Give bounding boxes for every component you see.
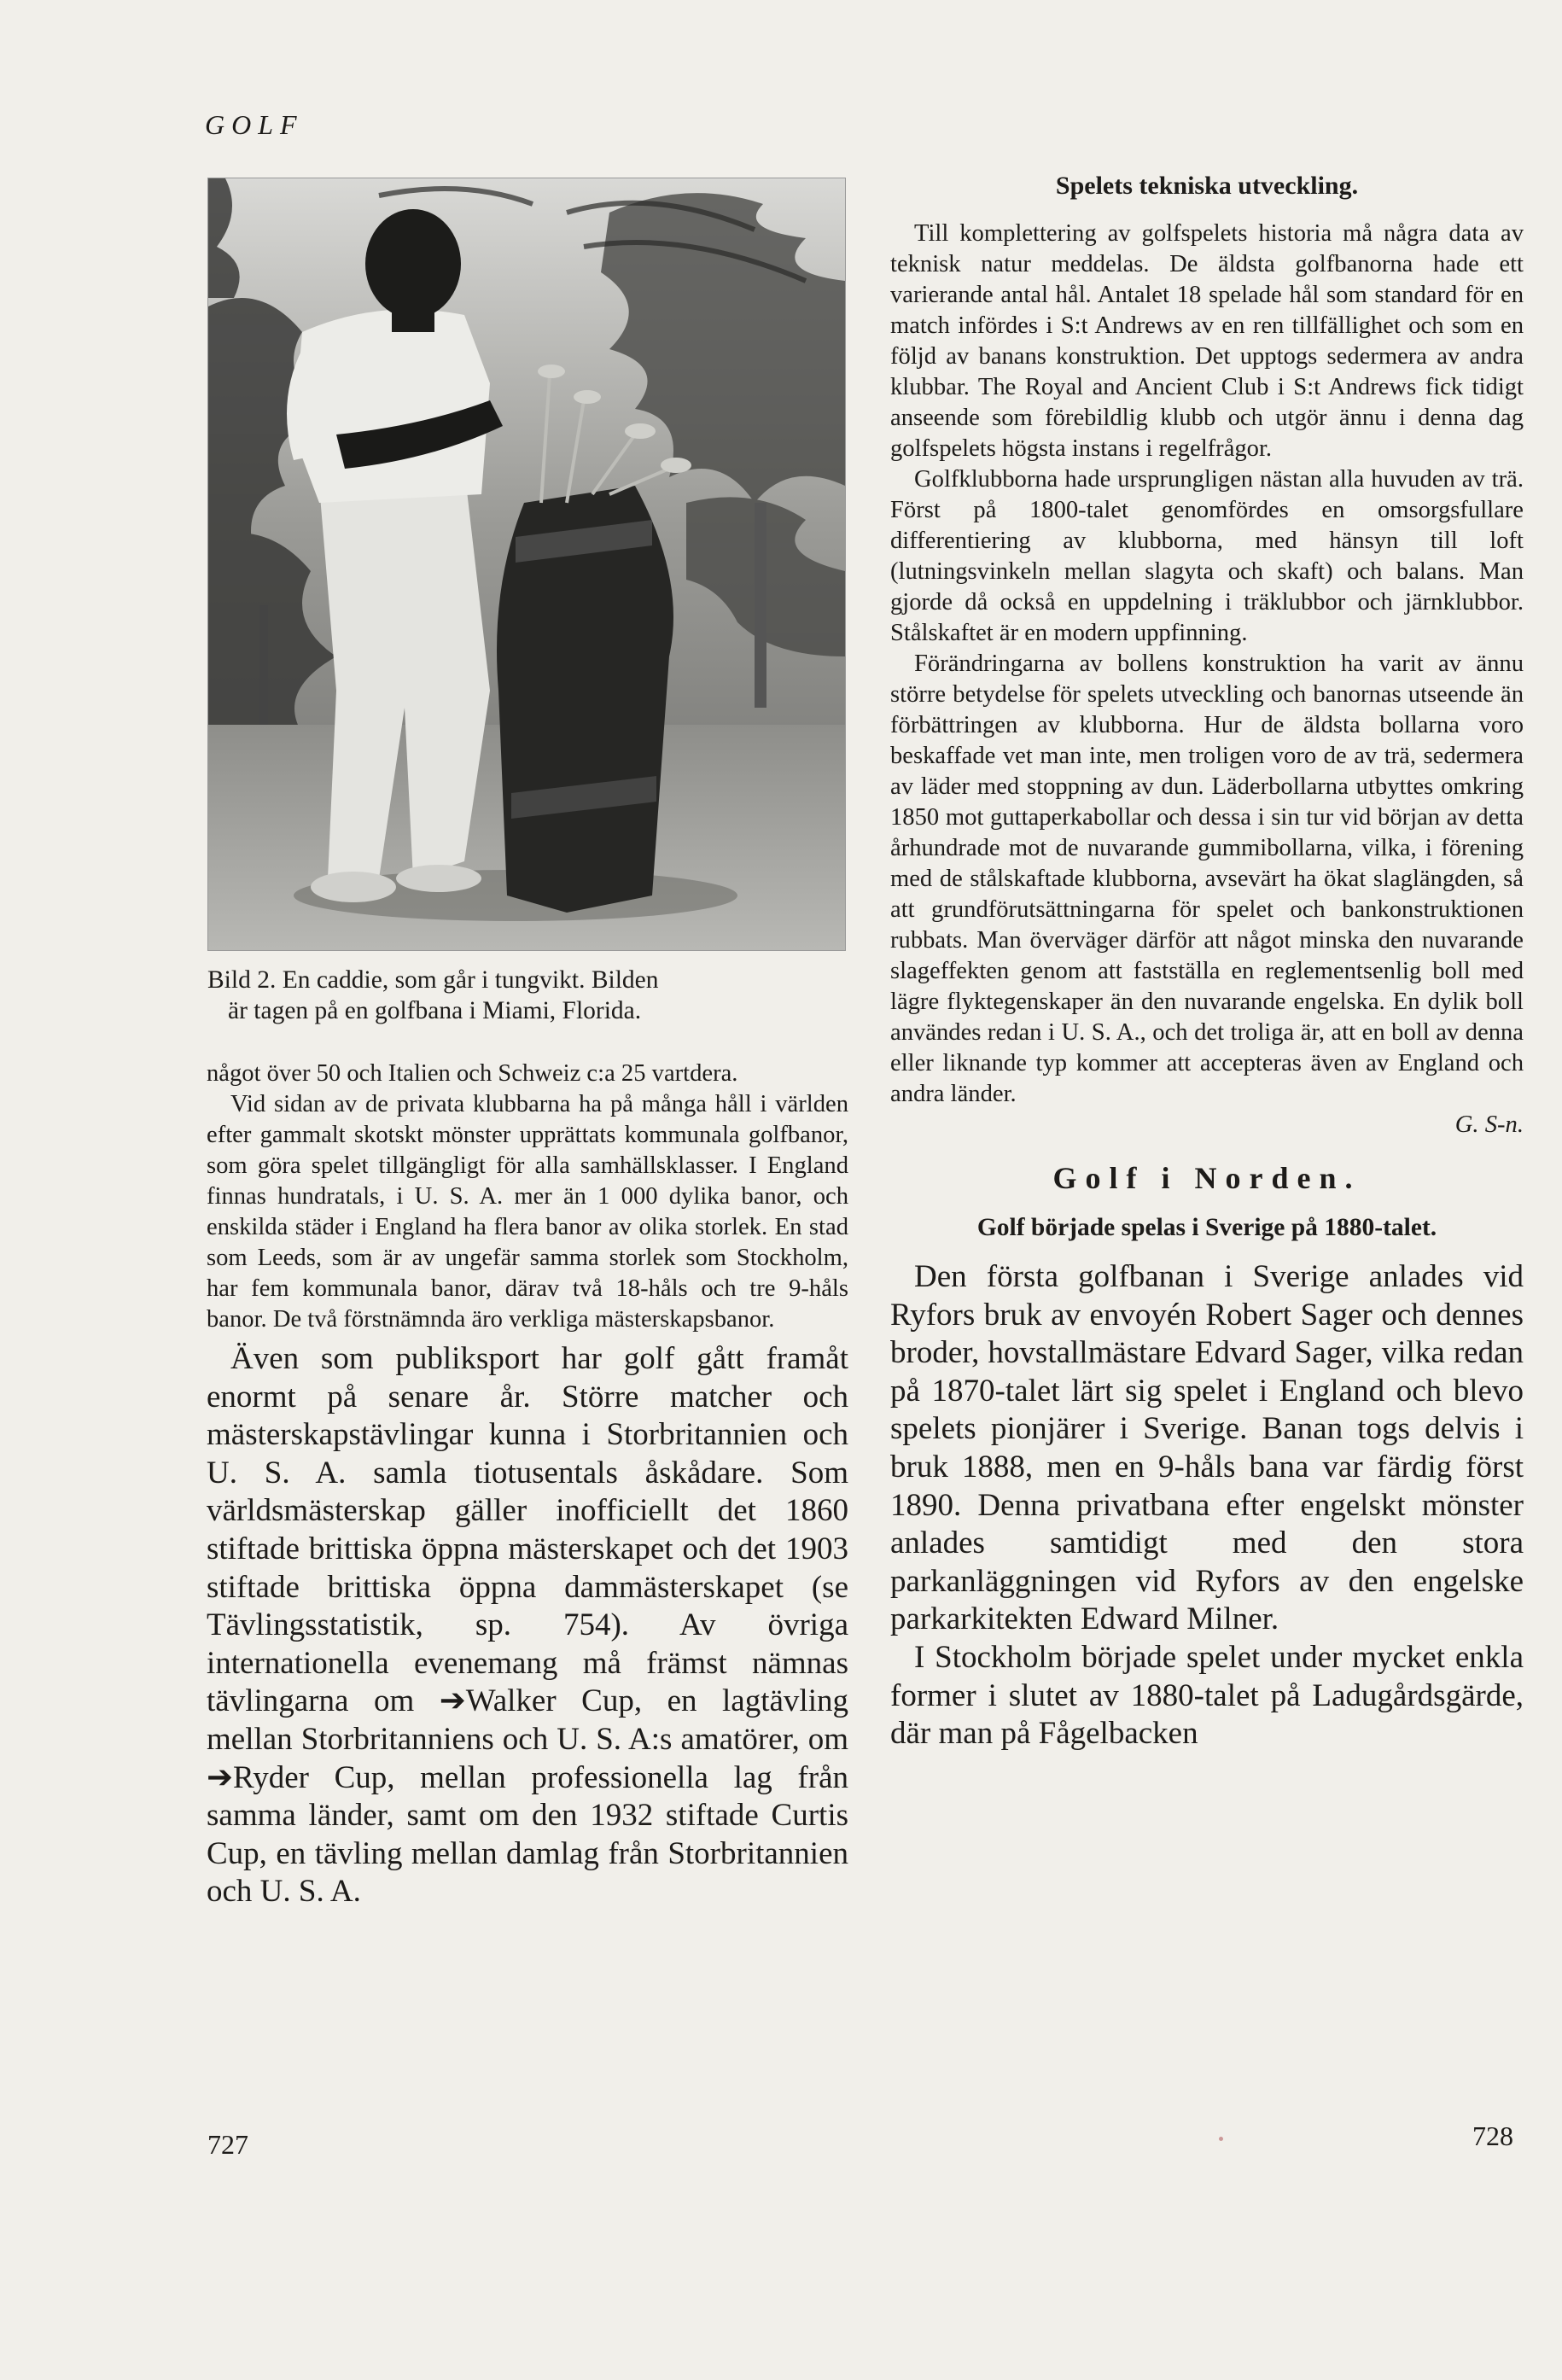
right-paragraph-3: Förändringarna av bollens konstruktion ha varit av ännu större betydelse för spelets utveckling och banornas utseende än förbättringen av klubborna. Hur de äldsta bollarna voro beskaffade vet man inte, men troligen voro de av trä, sedermera av läder med stoppning av dun. Läderbollarna utbyttes omkring 1850 mot guttaperkabollar och dessa i sin tur vid början av detta århundrade mot de nuvarande gummibollarna, vilka, i förening med de stålskaftade klubborna, avsevärt ha ökat slaglängden, så att grundförutsättningarna för spelet och bankonstruktionen rubbats. Man överväger därför att något minska den nuvarande slageffekten genom att fastställa en reglementsenlig boll med lägre flyktegenskaper än den nuvarande engelska. En dylik boll användes redan i U. S. A., och det troliga är, att en boll av denna eller liknande typ kommer att accepteras även av England och andra länder. [890,650,1524,1107]
right-paragraph-4: Den första golfbanan i Sverige anlades vid Ryfors bruk av envoyén Robert Sager och dennes broder, hovstallmästare Edvard Sager, vilka redan på 1870-talet lärt sig spelet i England och blevo spelets pionjärer i Sverige. Banan togs delvis i bruk 1888, men en 9-håls bana var färdig först 1890. Denna privatbana efter engelskt mönster anlades samtidigt med den stora parkanläggningen vid Ryfors av den engelske parkarkitekten Edward Milner. [890,1259,1524,1637]
right-paragraph-2: Golfklubborna hade ursprungligen nästan alla huvuden av trä. Först på 1800-talet genomfördes en omsorgsfullare differentiering av klubborna, med hänsyn till loft (lutningsvinkeln mellan slagyta och skaft) och balans. Man gjorde då också en uppdelning i träklubbor och järnklubbor. Stålskaftet är en modern uppfinning. [890,466,1524,646]
caddie-photo [207,178,846,951]
print-speck [1219,2137,1223,2141]
left-paragraph-3: Även som publiksport har golf gått framåt enormt på senare år. Större matcher och mästerskapstävlingar kunna i Storbritannien och U. S. A. samla tiotusentals åskådare. Som världsmästerskap gäller inofficiellt det 1860 stiftade brittiska öppna mästerskapet och det 1903 stiftade brittiska öppna dammästerskapet (se Tävlingsstatistik, sp. 754). Av övriga internationella evenemang må främst nämnas tävlingarna om ➔Walker Cup, en lagtävling mellan Storbritanniens och U. S. A:s amatörer, om ➔Ryder Cup, mellan professionella lag från samma länder, samt om den 1932 stiftade Curtis Cup, en tävling mellan damlag från Storbritannien och U. S. A. [207,1341,848,1910]
figure-caption [207,965,844,1026]
page-number-left: 727 [207,2129,248,2160]
sub-heading-sverige: Golf började spelas i Sverige på 1880-talet. [976,1214,1437,1241]
left-paragraph-1: något över 50 och Italien och Schweiz c:a 25 vartdera. [207,1060,738,1087]
author-signature: G. S-n. [1454,1111,1524,1138]
right-paragraph-1: Till komplettering av golfspelets historia må några data av teknisk natur meddelas. De äldsta golfbanorna hade ett varierande antal hål. Antalet 18 spelade hål som standard för en match infördes i S:t Andrews av en ren tillfällighet och som en följd av banans konstruktion. Det upptogs sedermera av andra klubbar. The Royal and Ancient Club i S:t Andrews fick tidigt anseende som förebildlig klubb och utgör ännu i denna dag golfspelets högsta instans i regelfrågor. [890,220,1524,462]
left-paragraph-2: Vid sidan av de privata klubbarna ha på många håll i världen efter gammalt skotskt mönster upprättats kommunala golfbanor, som göra spelet tillgängligt för alla samhällsklasser. I England finnas hundratals, i U. S. A. mer än 1 000 dylika banor, och enskilda städer i England ha flera banor av olika storlek. En stad som Leeds, som är av ungefär samma storlek som Stockholm, har fem kommunala banor, därav två 18-håls och tre 9-håls banor. De två förstnämnda äro verkliga mästerskapsbanor. [207,1091,848,1333]
page-number-right: 728 [1472,2120,1513,2151]
right-paragraph-5: I Stockholm började spelet under mycket enkla former i slutet av 1880-talet på Ladugårdsgärde, där man på Fågelbacken [890,1639,1524,1752]
right-column [890,171,1524,1753]
caption-line-1: Bild 2. En caddie, som går i tungvikt. Bilden [207,966,659,994]
running-head: GOLF [205,109,304,140]
caption-line-2: är tagen på en golfbana i Miami, Florida. [228,997,642,1024]
section-title-norden: Golf i Norden. [1052,1161,1361,1195]
section-heading-technical: Spelets tekniska utveckling. [1055,172,1359,200]
left-column [207,1059,848,1911]
